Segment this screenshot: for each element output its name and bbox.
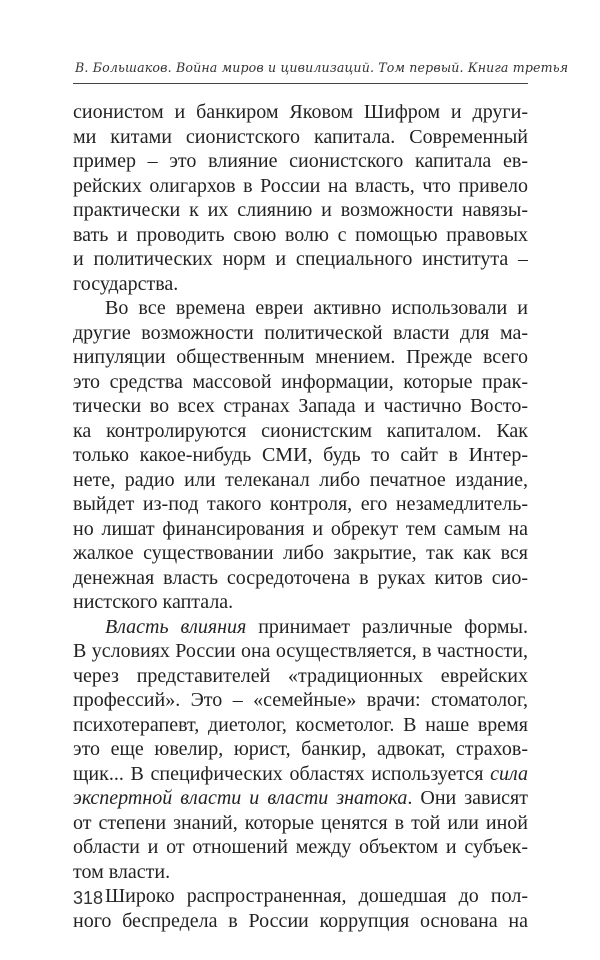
- text-line: жалкое существовании либо закрытие, так как вся: [73, 542, 528, 564]
- text-run: щик... В специфических областях используется: [73, 762, 491, 785]
- text-line: области и от отношений между объектом и субъек-: [73, 836, 528, 858]
- italic-term: сила: [490, 762, 528, 785]
- text-line: ка контролируются сионистским капиталом. Как: [73, 419, 528, 442]
- paragraph-3: [73, 615, 528, 885]
- paragraph-4: [73, 884, 528, 933]
- running-header: В. Большаков. Война миров и цивилизаций. Том первый. Книга третья: [75, 60, 569, 75]
- text-line: рейских олигархов в России на власть, что привело: [73, 174, 528, 197]
- text-line: Во все времена евреи активно использовали и: [105, 297, 528, 319]
- text-line: том власти.: [73, 860, 171, 883]
- text-line: пример – это влияние сионистского капитала ев-: [73, 150, 528, 172]
- header-rule: [73, 83, 528, 84]
- text-line: сионистом и банкиром Яковом Шифром и други-: [73, 101, 528, 123]
- text-line: другие возможности политической власти для ма-: [73, 321, 528, 344]
- text-line: но лишат финансирования и обрекут тем самым на: [73, 517, 528, 540]
- paragraph-2: [73, 296, 528, 615]
- italic-term: Власть влияния: [105, 615, 247, 638]
- text-line: практически к их слиянию и возможности навязы-: [73, 199, 528, 221]
- text-run: принимает различные формы.: [246, 615, 528, 638]
- text-line: тически во всех странах Запада и частично Восто-: [73, 395, 528, 417]
- text-line: через представителей «традиционных еврейских: [73, 664, 528, 687]
- body-text: [73, 100, 528, 933]
- text-line: ного беспредела в России коррупция основана на: [73, 909, 528, 932]
- text-line: государства.: [73, 272, 179, 295]
- paragraph-1: [73, 100, 528, 296]
- text-line: [73, 615, 528, 640]
- text-line: это средства массовой информации, которые прак-: [73, 370, 528, 393]
- text-line: профессий». Это – «семейные» врачи: стоматолог,: [73, 689, 528, 711]
- text-line: от степени знаний, которые ценятся в той или иной: [73, 811, 528, 834]
- text-line: это еще ювелир, юрист, банкир, адвокат, страхов-: [73, 738, 528, 760]
- text-line: вать и проводить свою волю с помощью правовых: [73, 223, 528, 246]
- text-line: выйдет из-под такого контроля, его незамедлитель-: [73, 493, 528, 515]
- text-line: нистского каптала.: [73, 591, 234, 613]
- text-line: ми китами сионистского капитала. Современный: [73, 125, 528, 148]
- text-run: . Они зависят: [407, 787, 528, 809]
- italic-term: экспертной власти и власти знатока: [73, 787, 408, 809]
- text-line: Широко распространенная, дошедшая до пол-: [105, 885, 528, 907]
- text-line: денежная власть сосредоточена в руках китов сио-: [73, 566, 528, 589]
- text-line: и политических норм и специального института –: [73, 248, 528, 270]
- text-line: только какое-нибудь СМИ, будь то сайт в Интер-: [73, 444, 528, 466]
- text-line: нете, радио или телеканал либо печатное издание,: [73, 468, 528, 491]
- text-line: [73, 786, 528, 811]
- page-number: 318: [73, 888, 104, 908]
- text-line: нипуляции общественным мнением. Прежде всего: [73, 346, 528, 368]
- text-line: [73, 762, 528, 787]
- text-line: психотерапевт, диетолог, косметолог. В наше время: [73, 713, 528, 736]
- text-line: В условиях России она осуществляется, в частности,: [73, 640, 528, 662]
